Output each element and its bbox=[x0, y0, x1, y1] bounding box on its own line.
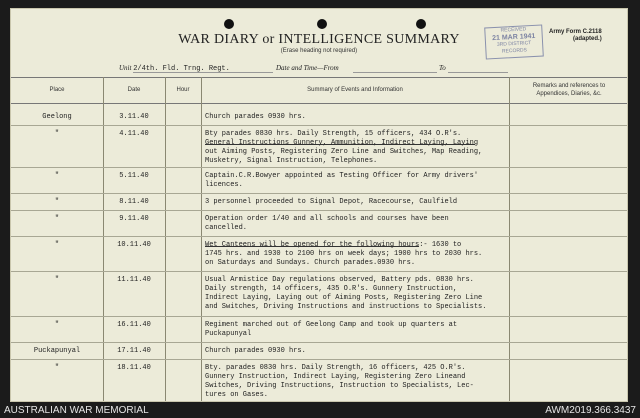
row-event-line: Bty. parades 0830 hrs. Daily Strength, 16 officers, 425 O.R's. bbox=[205, 364, 466, 372]
row-place: " bbox=[54, 364, 60, 372]
page-title: WAR DIARY or INTELLIGENCE SUMMARY bbox=[178, 32, 460, 47]
diary-table bbox=[11, 77, 628, 402]
row-place: " bbox=[54, 241, 60, 249]
row-rule bbox=[11, 342, 628, 343]
row-date: 3.11.40 bbox=[119, 113, 149, 121]
stamp-line2: 3RD DISTRICT bbox=[496, 40, 532, 48]
datetime-label: Date and Time—From bbox=[276, 64, 339, 72]
strikethrough-line bbox=[205, 144, 475, 145]
footer-accession-number: AWM2019.366.3437 bbox=[545, 405, 636, 416]
punch-hole bbox=[317, 19, 327, 29]
row-event-line: 3 personnel proceeded to Signal Depot, Racecourse, Caulfield bbox=[205, 198, 458, 206]
row-event-line: Usual Armistice Day regulations observed, Battery pds. 0830 hrs. bbox=[205, 276, 474, 284]
row-event-line: Daily strength, 14 officers, 435 O.R's. Gunnery Instruction, bbox=[205, 285, 458, 293]
stamp-date: 21 MAR 1941 bbox=[492, 32, 536, 43]
row-place: " bbox=[54, 198, 60, 206]
army-form-label bbox=[549, 29, 602, 43]
to-label: To bbox=[439, 64, 446, 72]
row-rule bbox=[11, 210, 628, 211]
row-event-line: Indirect Laying, Laying out of Aiming Posts, Registering Zero Line bbox=[205, 294, 483, 302]
row-place: " bbox=[54, 215, 60, 223]
datetime-underline bbox=[353, 72, 437, 73]
row-rule bbox=[11, 125, 628, 126]
row-place: Puckapunyal bbox=[33, 347, 81, 355]
column-header-remarks bbox=[509, 82, 628, 98]
row-place: " bbox=[54, 130, 60, 138]
row-date: 17.11.40 bbox=[117, 347, 151, 355]
row-date: 9.11.40 bbox=[119, 215, 149, 223]
row-rule bbox=[11, 236, 628, 237]
received-stamp bbox=[484, 25, 544, 60]
row-event-line: Church parades 0930 hrs. bbox=[205, 347, 306, 355]
page-subtitle: (Erase heading not required) bbox=[280, 48, 358, 54]
row-rule bbox=[11, 193, 628, 194]
army-form-note: (adapted.) bbox=[573, 36, 602, 42]
row-date: 8.11.40 bbox=[119, 198, 149, 206]
row-date: 18.11.40 bbox=[117, 364, 151, 372]
row-rule bbox=[11, 316, 628, 317]
row-date: 11.11.40 bbox=[117, 276, 151, 284]
row-place: " bbox=[54, 276, 60, 284]
row-event-line: 1745 hrs. and 1930 to 2100 hrs on week days; 1900 hrs to 2030 hrs. bbox=[205, 250, 483, 258]
row-rule bbox=[11, 167, 628, 168]
diary-page bbox=[10, 8, 628, 402]
row-event-line: Musketry, Signal Instruction, Telephones. bbox=[205, 157, 378, 165]
column-header-summary: Summary of Events and Information bbox=[307, 87, 403, 93]
row-event-line: Puckapunyal bbox=[205, 330, 252, 338]
row-event-line: cancelled. bbox=[205, 224, 248, 232]
unit-value: 2/4th. Fld. Trng. Regt. bbox=[133, 65, 230, 73]
row-event-line: Switches, Driving Instructions, Instruction to Specialists, Lec- bbox=[205, 382, 474, 390]
unit-underline bbox=[133, 72, 273, 73]
row-event-line: Captain.C.R.Bowyer appointed as Testing Officer for Army drivers' bbox=[205, 172, 479, 180]
row-event-line: Operation order 1/40 and all schools and courses have been bbox=[205, 215, 449, 223]
army-form-number: Army Form C.2118 bbox=[549, 29, 602, 35]
row-event-line: Bty parades 0830 hrs. Daily Strength, 15 officers, 434 O.R's. bbox=[205, 130, 462, 138]
row-event-line: tures on Gases. bbox=[205, 391, 269, 399]
row-date: 10.11.40 bbox=[117, 241, 151, 249]
row-event-line: Church parades 0930 hrs. bbox=[205, 113, 306, 121]
footer-institution: AUSTRALIAN WAR MEMORIAL bbox=[4, 405, 149, 416]
row-date: 4.11.40 bbox=[119, 130, 149, 138]
row-date: 5.11.40 bbox=[119, 172, 149, 180]
row-event-line: Regiment marched out of Geelong Camp and took up quarters at bbox=[205, 321, 458, 329]
column-header-date: Date bbox=[127, 87, 141, 93]
unit-label: Unit bbox=[119, 64, 132, 72]
to-underline bbox=[448, 72, 508, 73]
row-rule bbox=[11, 359, 628, 360]
row-place: " bbox=[54, 321, 60, 329]
stamp-line1: RECEIVED bbox=[500, 26, 527, 34]
row-place: " bbox=[54, 172, 60, 180]
row-rule bbox=[11, 271, 628, 272]
stamp-line3: RECORDS bbox=[501, 47, 528, 55]
row-event-line: General Instructions Gunnery, Ammunition, Indirect Laying, Laying bbox=[205, 139, 479, 147]
row-event-line: on Saturdays and Sundays. Church parades.0930 hrs. bbox=[205, 259, 416, 267]
punch-hole bbox=[416, 19, 426, 29]
remarks-header-line2: Appendices, Diaries, &c. bbox=[536, 91, 602, 97]
row-event-line: licences. bbox=[205, 181, 243, 189]
strikethrough-line bbox=[205, 246, 419, 247]
row-event-line: Wet Canteens will be opened for the following hours:- 1630 to bbox=[205, 241, 462, 249]
row-event-line: Gunnery Instruction, Indirect Laying, Registering Zero Lineand bbox=[205, 373, 466, 381]
column-header-place: Place bbox=[49, 87, 65, 93]
row-event-line: out Aiming Posts, Registering Zero Line and Switches, Map Reading, bbox=[205, 148, 483, 156]
punch-hole bbox=[224, 19, 234, 29]
row-place: Geelong bbox=[42, 113, 72, 121]
column-header-hour: Hour bbox=[176, 87, 190, 93]
remarks-header-line1: Remarks and references to bbox=[532, 83, 606, 89]
row-date: 16.11.40 bbox=[117, 321, 151, 329]
row-event-line: and Switches, Driving Instructions and instructions to Specialists. bbox=[205, 303, 487, 311]
